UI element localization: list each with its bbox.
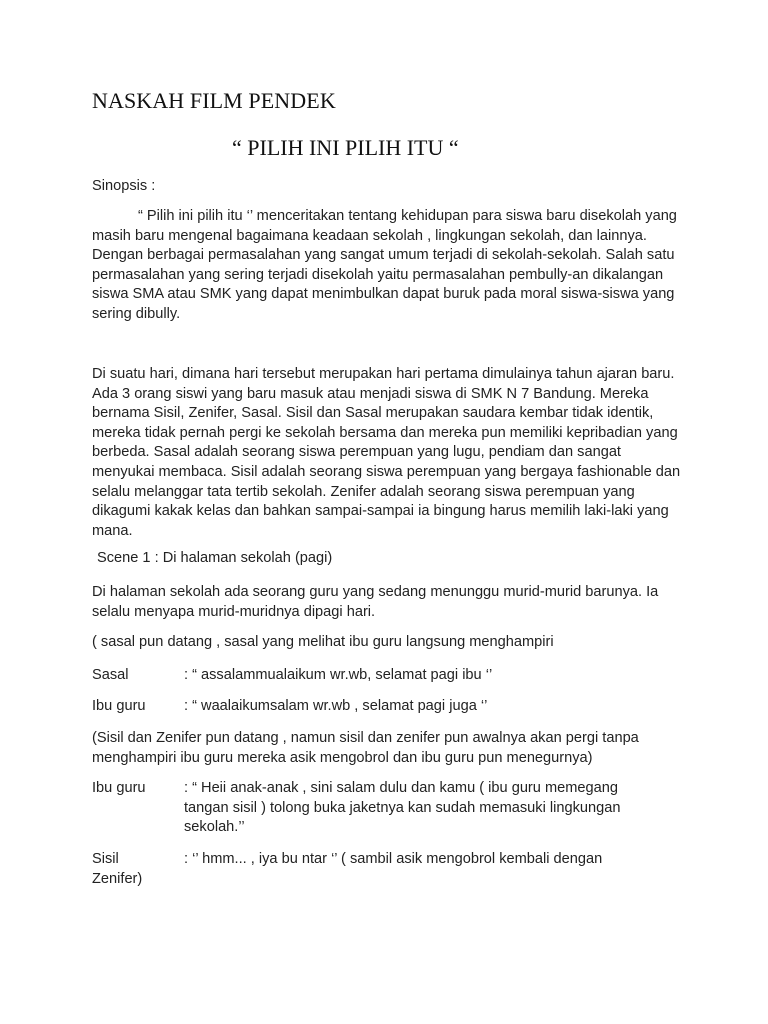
speaker-name: Ibu guru: [92, 780, 146, 796]
story-paragraph: Di suatu hari, dimana hari tersebut merupakan hari pertama dimulainya tahun ajaran baru. Ada 3 orang siswi yang baru masuk atau menjadi siswa di SMK N 7 Bandung. Mereka bernama Sisil, Zenifer, Sasal. Sisil dan Sasal merupakan saudara kembar tidak identik, mereka tidak pernah pergi ke sekolah bersama dan mereka pun memiliki kepribadian yang berbeda. Sasal adalah seorang siswa perempuan yang lugu, pendiam dan sangat menyukai membaca. Sisil adalah seorang siswa perempuan yang bergaya fashionable dan selalu melanggar tata tertib sekolah. Zenifer adalah seorang siswa perempuan yang dikagumi kakak kelas dan bahkan sampai-sampai ia bingung harus memilih laki-laki yang mana.: [92, 366, 681, 539]
speaker-name: Sasal: [92, 667, 129, 683]
dialogue-line: : “ Heii anak-anak , sini salam dulu dan kamu ( ibu guru memegang tangan sisil ) tolong buka jaketnya kan sudah memasuki lingkungan sekolah.’’: [184, 780, 621, 836]
dialogue-line: : “ waalaikumsalam wr.wb , selamat pagi juga ‘’: [184, 698, 488, 714]
sinopsis-paragraph: “ Pilih ini pilih itu ‘’ menceritakan tentang kehidupan para siswa baru disekolah yang masih baru mengenal bagaimana keadaan sekolah , lingkungan sekolah, dan lainnya. Dengan berbagai permasalahan yang sangat umum terjadi di sekolah-sekolah. Salah satu permasalahan yang sering terjadi disekolah yaitu permasalahan pembully-an dikalangan siswa SMA atau SMK yang dapat menimbulkan dapat buruk pada moral siswa-siswa yang sering dibully.: [92, 208, 677, 322]
dialogue-line: : “ assalammualaikum wr.wb, selamat pagi ibu ‘’: [184, 667, 493, 683]
action-line-2: (Sisil dan Zenifer pun datang , namun sisil dan zenifer pun awalnya akan pergi tanpa menghampiri ibu guru mereka asik mengobrol dan ibu guru pun menegurnya): [92, 730, 639, 766]
speaker-name: Sisil: [92, 851, 119, 867]
scene-heading: Scene 1 : Di halaman sekolah (pagi): [97, 550, 333, 566]
action-line-1: ( sasal pun datang , sasal yang melihat ibu guru langsung menghampiri: [92, 634, 554, 650]
sinopsis-label: Sinopsis :: [92, 178, 156, 194]
document-title: NASKAH FILM PENDEK: [92, 88, 336, 113]
dialogue-line: : ‘’ hmm... , iya bu ntar ‘’ ( sambil asik mengobrol kembali dengan: [184, 851, 603, 867]
speaker-name: Ibu guru: [92, 698, 146, 714]
film-title: “ PILIH INI PILIH ITU “: [232, 135, 459, 160]
scene-description: Di halaman sekolah ada seorang guru yang sedang menunggu murid-murid barunya. Ia selalu menyapa murid-muridnya dipagi hari.: [92, 584, 659, 620]
dialogue-continuation: Zenifer): [92, 871, 143, 887]
